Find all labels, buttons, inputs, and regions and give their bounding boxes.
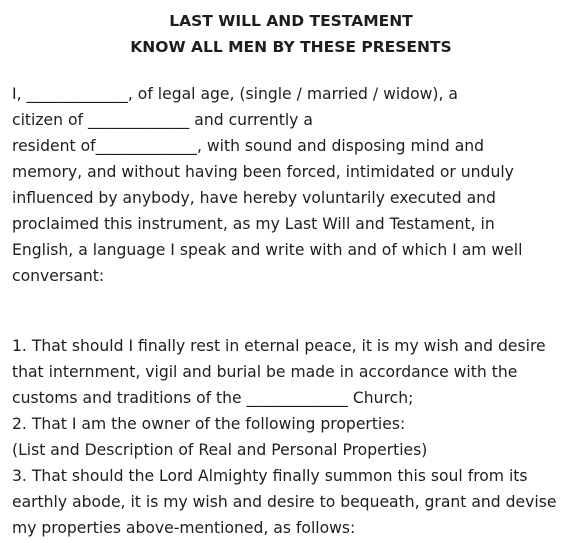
clause-line: 1. That should I finally rest in eternal peace, it is my wish and desire <box>12 337 546 355</box>
clause-line: 3. That should the Lord Almighty finally summon this soul from its <box>12 467 528 485</box>
intro-line: resident of_____________, with sound and disposing mind and <box>12 137 485 155</box>
intro-line: citizen of _____________ and currently a <box>12 111 313 129</box>
clauses-paragraph <box>12 333 570 541</box>
clause-line: customs and traditions of the _____________ Church; <box>12 389 414 407</box>
intro-paragraph <box>12 81 570 289</box>
intro-line: proclaimed this instrument, as my Last Will and Testament, in <box>12 215 495 233</box>
intro-line: influenced by anybody, have hereby voluntarily executed and <box>12 189 496 207</box>
intro-line: I, _____________, of legal age, (single / married / widow), a <box>12 85 458 103</box>
clause-line: my properties above-mentioned, as follows: <box>12 519 356 537</box>
intro-line: memory, and without having been forced, intimidated or unduly <box>12 163 514 181</box>
clause-line: 2. That I am the owner of the following properties: <box>12 415 406 433</box>
intro-line: English, a language I speak and write with and of which I am well <box>12 241 523 259</box>
document-title: LAST WILL AND TESTAMENT <box>169 12 413 30</box>
intro-line: conversant: <box>12 267 105 285</box>
document-subtitle: KNOW ALL MEN BY THESE PRESENTS <box>130 38 452 56</box>
clause-line: that internment, vigil and burial be made in accordance with the <box>12 363 518 381</box>
clause-line: earthly abode, it is my wish and desire to bequeath, grant and devise <box>12 493 557 511</box>
clause-line: (List and Description of Real and Personal Properties) <box>12 441 428 459</box>
